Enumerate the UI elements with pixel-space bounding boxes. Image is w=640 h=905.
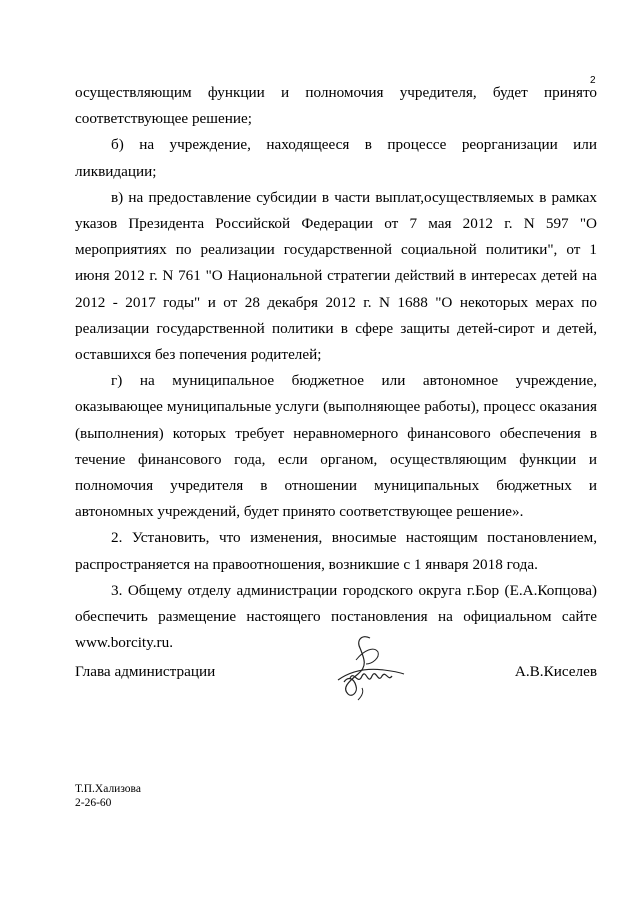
signatory-name: А.В.Киселев [514,663,597,680]
handwritten-signature [318,630,408,710]
signatory-position: Глава администрации [75,663,216,680]
paragraph: осуществляющим функции и полномочия учредителя, будет принято соответствующее решение; [75,84,597,128]
paragraph: б) на учреждение, находящееся в процессе реорганизации или ликвидации; [75,136,597,180]
document-body [75,80,597,656]
paragraph: г) на муниципальное бюджетное или автономное учреждение, оказывающее муниципальные услуги (выполняющее работы), процесс оказания (выполнения) которых требует неравномерного финансового обеспечения в течение финансового года, если органом, осуществляющим функции и полномочия учредителя в отношении муниципальных бюджетных и автономных учреждений, будет принято соответствующее решение». [75,372,597,521]
executor-name: Т.П.Хализова [75,783,141,795]
paragraph: 2. Установить, что изменения, вносимые настоящим постановлением, распространяется на правоотношения, возникшие с 1 января 2018 года. [75,529,597,573]
footer-executor [75,782,141,810]
paragraph: в) на предоставление субсидии в части выплат,осуществляемых в рамках указов Президента Российской Федерации от 7 мая 2012 г. N 597 "О мероприятиях по реализации государственной социальной политики", от 1 июня 2012 г. N 761 "О Национальной стратегии действий в интересах детей на 2012 - 2017 годы" и от 28 декабря 2012 г. N 1688 "О некоторых мерах по реализации государственной политики в сфере защиты детей-сирот и детей, оставшихся без попечения родителей; [75,188,597,364]
executor-phone: 2-26-60 [75,797,112,809]
paragraph: 3. Общему отделу администрации городского округа г.Бор (Е.А.Копцова) обеспечить размещение настоящего постановления на официальном сайте www.borcity.ru. [75,581,597,652]
page-number: 2 [590,75,596,86]
